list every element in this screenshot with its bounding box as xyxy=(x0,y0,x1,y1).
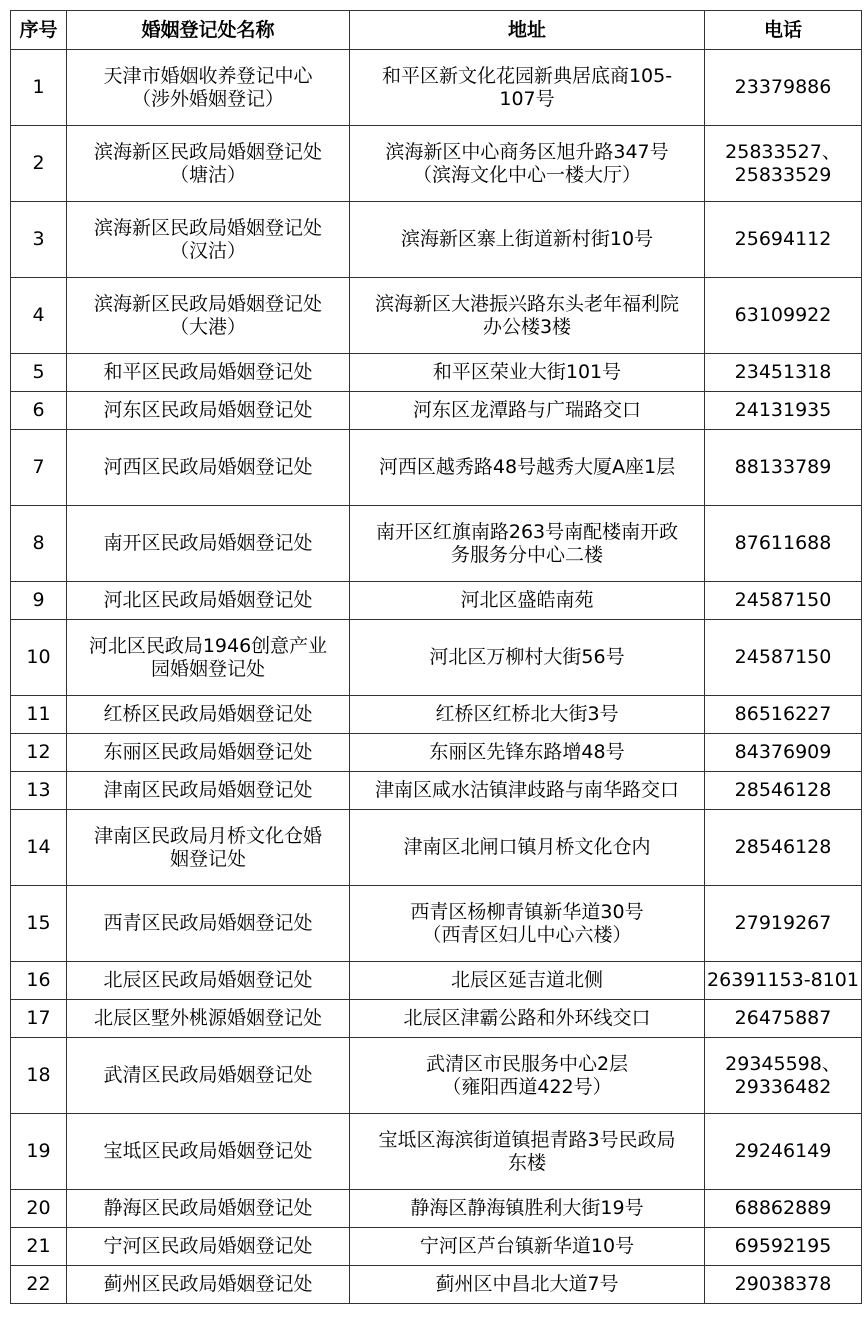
cell-number: 12 xyxy=(11,734,67,772)
cell-name: 蓟州区民政局婚姻登记处 xyxy=(67,1266,350,1304)
cell-address: 滨海新区寨上街道新村街10号 xyxy=(350,202,705,278)
cell-address: 和平区荣业大街101号 xyxy=(350,354,705,392)
cell-name: 津南区民政局婚姻登记处 xyxy=(67,772,350,810)
cell-phone: 25694112 xyxy=(705,202,862,278)
cell-phone: 28546128 xyxy=(705,772,862,810)
cell-number: 10 xyxy=(11,620,67,696)
table-row xyxy=(11,582,862,620)
cell-phone: 26391153-8101 xyxy=(705,962,862,1000)
cell-number: 17 xyxy=(11,1000,67,1038)
cell-name: 河西区民政局婚姻登记处 xyxy=(67,430,350,506)
table-row xyxy=(11,620,862,696)
cell-phone: 24131935 xyxy=(705,392,862,430)
cell-phone: 86516227 xyxy=(705,696,862,734)
cell-name: 滨海新区民政局婚姻登记处 （大港） xyxy=(67,278,350,354)
table-row xyxy=(11,810,862,886)
cell-name: 宝坻区民政局婚姻登记处 xyxy=(67,1114,350,1190)
cell-name: 滨海新区民政局婚姻登记处 （汉沽） xyxy=(67,202,350,278)
header-name: 婚姻登记处名称 xyxy=(67,11,350,50)
table-row xyxy=(11,1114,862,1190)
cell-address: 河西区越秀路48号越秀大厦A座1层 xyxy=(350,430,705,506)
cell-address: 静海区静海镇胜利大街19号 xyxy=(350,1190,705,1228)
cell-address: 蓟州区中昌北大道7号 xyxy=(350,1266,705,1304)
cell-name: 河东区民政局婚姻登记处 xyxy=(67,392,350,430)
cell-name: 津南区民政局月桥文化仓婚 姻登记处 xyxy=(67,810,350,886)
cell-address: 津南区咸水沽镇津歧路与南华路交口 xyxy=(350,772,705,810)
table-row xyxy=(11,126,862,202)
cell-number: 9 xyxy=(11,582,67,620)
header-address: 地址 xyxy=(350,11,705,50)
cell-number: 18 xyxy=(11,1038,67,1114)
cell-name: 天津市婚姻收养登记中心 （涉外婚姻登记） xyxy=(67,50,350,126)
table-row xyxy=(11,1038,862,1114)
cell-number: 11 xyxy=(11,696,67,734)
cell-number: 3 xyxy=(11,202,67,278)
cell-phone: 25833527、 25833529 xyxy=(705,126,862,202)
table-row xyxy=(11,506,862,582)
cell-phone: 68862889 xyxy=(705,1190,862,1228)
header-row xyxy=(11,11,862,50)
cell-phone: 88133789 xyxy=(705,430,862,506)
cell-address: 河东区龙潭路与广瑞路交口 xyxy=(350,392,705,430)
cell-phone: 87611688 xyxy=(705,506,862,582)
cell-name: 南开区民政局婚姻登记处 xyxy=(67,506,350,582)
cell-address: 宁河区芦台镇新华道10号 xyxy=(350,1228,705,1266)
cell-phone: 84376909 xyxy=(705,734,862,772)
cell-number: 22 xyxy=(11,1266,67,1304)
cell-name: 红桥区民政局婚姻登记处 xyxy=(67,696,350,734)
cell-phone: 23451318 xyxy=(705,354,862,392)
cell-address: 津南区北闸口镇月桥文化仓内 xyxy=(350,810,705,886)
table-row xyxy=(11,430,862,506)
table-row xyxy=(11,1228,862,1266)
table-row xyxy=(11,278,862,354)
cell-name: 北辰区墅外桃源婚姻登记处 xyxy=(67,1000,350,1038)
cell-address: 河北区盛皓南苑 xyxy=(350,582,705,620)
cell-number: 21 xyxy=(11,1228,67,1266)
cell-name: 和平区民政局婚姻登记处 xyxy=(67,354,350,392)
cell-address: 北辰区延吉道北侧 xyxy=(350,962,705,1000)
cell-name: 河北区民政局1946创意产业 园婚姻登记处 xyxy=(67,620,350,696)
cell-number: 20 xyxy=(11,1190,67,1228)
table-row xyxy=(11,1000,862,1038)
cell-name: 滨海新区民政局婚姻登记处 （塘沽） xyxy=(67,126,350,202)
cell-phone: 24587150 xyxy=(705,620,862,696)
table-row xyxy=(11,202,862,278)
cell-phone: 63109922 xyxy=(705,278,862,354)
table-row xyxy=(11,886,862,962)
cell-name: 东丽区民政局婚姻登记处 xyxy=(67,734,350,772)
cell-number: 7 xyxy=(11,430,67,506)
marriage-registry-table xyxy=(10,10,862,1304)
cell-address: 滨海新区大港振兴路东头老年福利院 办公楼3楼 xyxy=(350,278,705,354)
cell-address: 河北区万柳村大街56号 xyxy=(350,620,705,696)
cell-number: 14 xyxy=(11,810,67,886)
header-number: 序号 xyxy=(11,11,67,50)
table-row xyxy=(11,1190,862,1228)
cell-name: 静海区民政局婚姻登记处 xyxy=(67,1190,350,1228)
cell-number: 16 xyxy=(11,962,67,1000)
cell-number: 13 xyxy=(11,772,67,810)
cell-phone: 23379886 xyxy=(705,50,862,126)
cell-phone: 26475887 xyxy=(705,1000,862,1038)
cell-name: 北辰区民政局婚姻登记处 xyxy=(67,962,350,1000)
cell-number: 4 xyxy=(11,278,67,354)
cell-address: 东丽区先锋东路增48号 xyxy=(350,734,705,772)
cell-name: 武清区民政局婚姻登记处 xyxy=(67,1038,350,1114)
cell-number: 6 xyxy=(11,392,67,430)
cell-address: 宝坻区海滨街道镇挹青路3号民政局 东楼 xyxy=(350,1114,705,1190)
cell-number: 15 xyxy=(11,886,67,962)
cell-number: 1 xyxy=(11,50,67,126)
cell-address: 武清区市民服务中心2层 （雍阳西道422号） xyxy=(350,1038,705,1114)
cell-name: 宁河区民政局婚姻登记处 xyxy=(67,1228,350,1266)
cell-address: 西青区杨柳青镇新华道30号 （西青区妇儿中心六楼） xyxy=(350,886,705,962)
cell-number: 5 xyxy=(11,354,67,392)
table-row xyxy=(11,772,862,810)
cell-name: 河北区民政局婚姻登记处 xyxy=(67,582,350,620)
header-phone: 电话 xyxy=(705,11,862,50)
cell-address: 红桥区红桥北大街3号 xyxy=(350,696,705,734)
cell-phone: 28546128 xyxy=(705,810,862,886)
table-row xyxy=(11,734,862,772)
table-row xyxy=(11,354,862,392)
cell-address: 滨海新区中心商务区旭升路347号 （滨海文化中心一楼大厅） xyxy=(350,126,705,202)
cell-phone: 29345598、 29336482 xyxy=(705,1038,862,1114)
cell-number: 2 xyxy=(11,126,67,202)
cell-address: 和平区新文化花园新典居底商105- 107号 xyxy=(350,50,705,126)
cell-phone: 27919267 xyxy=(705,886,862,962)
cell-phone: 69592195 xyxy=(705,1228,862,1266)
cell-address: 南开区红旗南路263号南配楼南开政 务服务分中心二楼 xyxy=(350,506,705,582)
cell-address: 北辰区津霸公路和外环线交口 xyxy=(350,1000,705,1038)
table-row xyxy=(11,392,862,430)
cell-number: 8 xyxy=(11,506,67,582)
table-row xyxy=(11,962,862,1000)
table-row xyxy=(11,50,862,126)
cell-number: 19 xyxy=(11,1114,67,1190)
cell-phone: 29038378 xyxy=(705,1266,862,1304)
cell-phone: 29246149 xyxy=(705,1114,862,1190)
cell-phone: 24587150 xyxy=(705,582,862,620)
cell-name: 西青区民政局婚姻登记处 xyxy=(67,886,350,962)
table-row xyxy=(11,696,862,734)
table-row xyxy=(11,1266,862,1304)
